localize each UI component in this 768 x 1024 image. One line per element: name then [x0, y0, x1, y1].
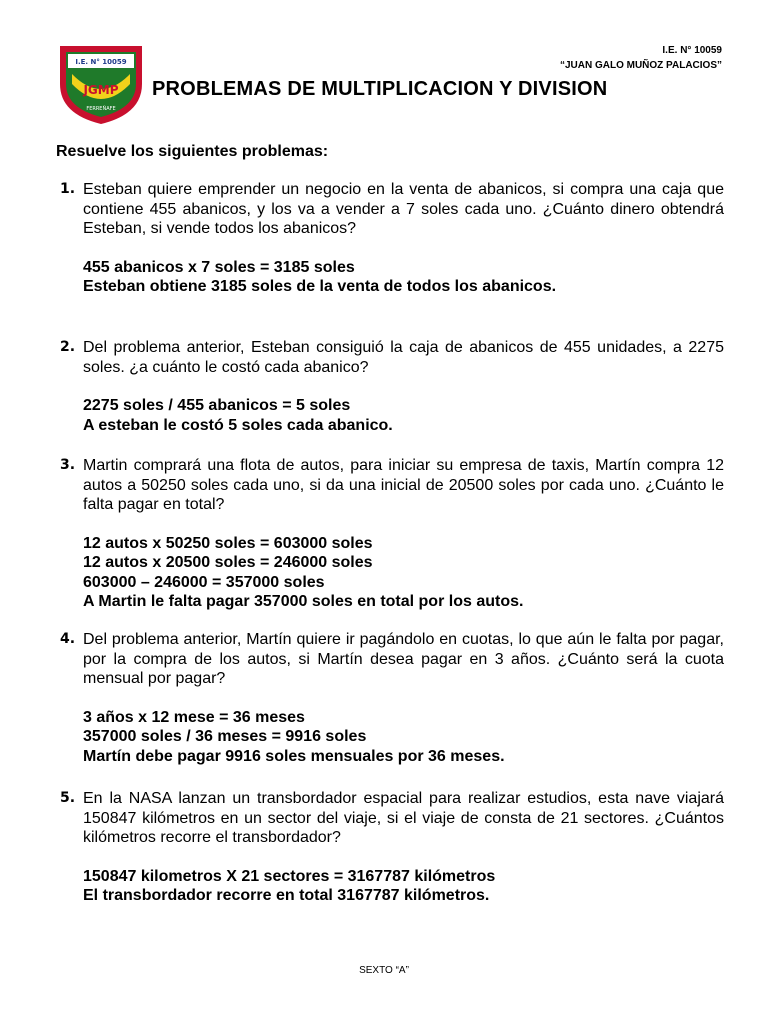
problem-number: 3.	[60, 457, 76, 473]
page-footer: SEXTO “A”	[359, 965, 409, 976]
problem-number: 1.	[60, 181, 76, 197]
crest-top-text: I.E. N° 10059	[75, 58, 127, 66]
solution-line: A esteban le costó 5 soles cada abanico.	[83, 416, 393, 434]
page-title: PROBLEMAS DE MULTIPLICACION Y DIVISION	[152, 78, 608, 100]
problem-text: Esteban quiere emprender un negocio en la venta de abanicos, si compra una caja que contiene 455 abanicos, y los va a vender a 7 soles cada uno. ¿Cuánto dinero obtendrá Esteban, si vende todos los abanicos?	[83, 181, 724, 237]
problem-text: En la NASA lanzan un transbordador espacial para realizar estudios, esta nave viajará 150847 kilómetros en un sector del viaje, si el viaje de consta de 21 sectores. ¿Cuántos kilómetros recorre el transbordador?	[83, 790, 724, 846]
problem-5	[56, 789, 724, 906]
school-number: I.E. N° 10059	[662, 45, 722, 56]
solution-line: 3 años x 12 mese = 36 meses	[83, 708, 305, 726]
solution-line: Esteban obtiene 3185 soles de la venta de todos los abanicos.	[83, 278, 557, 295]
problem-number: 2.	[60, 339, 76, 355]
solution-line: A Martin le falta pagar 357000 soles en total por los autos.	[83, 593, 524, 610]
problem-text: Del problema anterior, Martín quiere ir pagándolo en cuotas, lo que aún le falta por pagar, por la compra de los autos, si Martín desea pagar en 3 años. ¿Cuánto será la cuota mensual por pagar?	[83, 631, 724, 687]
problem-1	[56, 180, 724, 297]
problem-3	[56, 456, 724, 612]
school-info	[560, 43, 722, 73]
problem-text: Del problema anterior, Esteban consiguió la caja de abanicos de 455 unidades, a 2275 soles. ¿a cuánto le costó cada abanico?	[83, 339, 724, 376]
solution-line: El transbordador recorre en total 3167787 kilómetros.	[83, 887, 490, 904]
problem-number: 4.	[60, 631, 76, 647]
school-crest-logo	[58, 44, 144, 126]
problem-4	[56, 630, 724, 766]
solution-line: 455 abanicos x 7 soles = 3185 soles	[83, 258, 355, 276]
solution-line: 12 autos x 50250 soles = 603000 soles	[83, 534, 373, 552]
solution-line: 603000 – 246000 = 357000 soles	[83, 573, 325, 591]
instructions: Resuelve los siguientes problemas:	[56, 143, 329, 160]
solution-line: 150847 kilometros X 21 sectores = 3167787 kilómetros	[83, 867, 496, 885]
solution-line: 357000 soles / 36 meses = 9916 soles	[83, 728, 367, 745]
problem-text: Martin comprará una flota de autos, para iniciar su empresa de taxis, Martín compra 12 autos a 50250 soles cada uno, si da una inicial de 20500 soles por cada uno. ¿Cuánto le falta pagar en total?	[83, 457, 724, 513]
solution-line: Martín debe pagar 9916 soles mensuales por 36 meses.	[83, 747, 505, 765]
problem-number: 5.	[60, 790, 76, 806]
solution-line: 12 autos x 20500 soles = 246000 soles	[83, 554, 373, 571]
solution-line: 2275 soles / 455 abanicos = 5 soles	[83, 397, 351, 414]
school-name: “JUAN GALO MUÑOZ PALACIOS”	[559, 60, 722, 71]
problem-2	[56, 338, 724, 435]
crest-bottom-text: FERREÑAFE	[86, 106, 116, 112]
crest-initials: JGMP	[83, 83, 119, 97]
